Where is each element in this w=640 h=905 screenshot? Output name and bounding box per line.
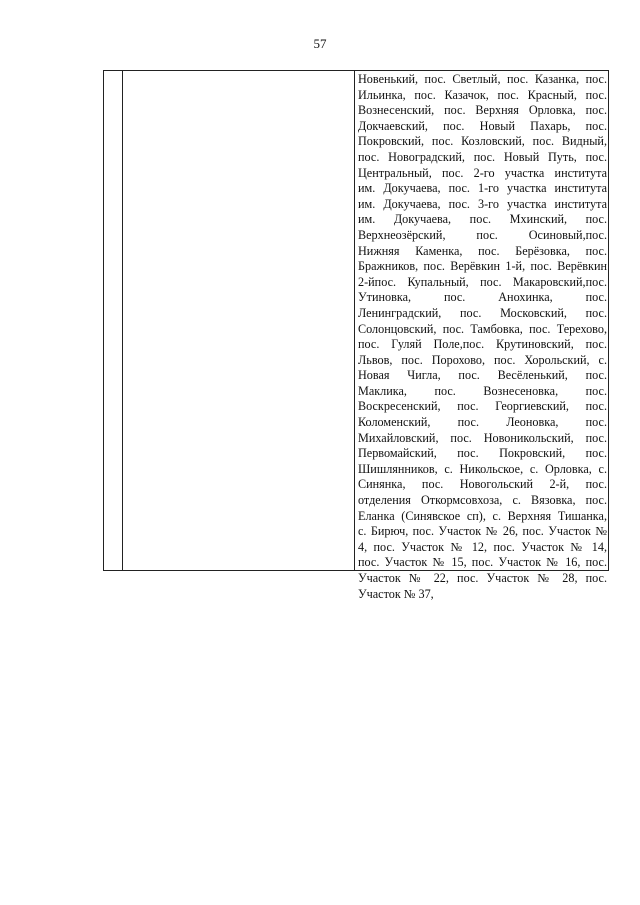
text-line: Нижняя Каменка, пос. Берёзовка, пос.	[358, 243, 607, 258]
text-line: Шишлянников, с. Никольское, с. Орловка, с.	[358, 461, 607, 476]
page-number: 57	[313, 36, 327, 51]
settlements-table	[103, 70, 609, 601]
text-line: Бражников, пос. Верёвкин 1-й, пос. Верёвкин	[358, 259, 607, 274]
text-line: Михайловский, пос. Новоникольский, пос.	[358, 430, 607, 445]
text-line: пос. Участок № 15, пос. Участок № 16, пос.	[358, 555, 607, 570]
text-line: им. Докучаева, пос. 1-го участка института	[358, 181, 607, 196]
text-line: Утиновка, пос. Анохинка, пос.	[358, 290, 607, 305]
text-line: Солонцовский, пос. Тамбовка, пос. Терехово,	[358, 321, 607, 336]
text-line: отделения Откормсовхоза, с. Вязовка, пос.	[358, 493, 607, 508]
text-line: Ленинградский, пос. Московский, пос.	[358, 305, 607, 320]
text-line: Воскресенский, пос. Георгиевский, пос.	[358, 399, 607, 414]
text-line: им. Докучаева, пос. 3-го участка института	[358, 196, 607, 211]
text-line: Новенький, пос. Светлый, пос. Казанка, пос.	[358, 72, 607, 86]
text-line: Новая Чигла, пос. Весёленький, пос.	[358, 368, 607, 383]
text-line: Покровский, пос. Козловский, пос. Видный,	[358, 134, 607, 149]
text-line: с. Бирюч, пос. Участок № 26, пос. Участок №	[358, 524, 607, 539]
text-line: Еланка (Синявское сп), с. Верхняя Тишанка,	[358, 508, 607, 523]
text-line: Ильинка, пос. Казачок, пос. Красный, пос.	[358, 87, 607, 102]
settlements-list-cell	[355, 71, 608, 602]
text-line: Центральный, пос. 2-го участка института	[358, 165, 607, 180]
text-line: Синянка, пос. Новогольский 2-й, пос.	[358, 477, 607, 492]
text-line: 4, пос. Участок № 12, пос. Участок № 14,	[358, 539, 607, 554]
table-column-divider	[122, 71, 123, 570]
text-line: Львов, пос. Порохово, пос. Хорольский, с.	[358, 352, 607, 367]
text-line: Маклика, пос. Вознесеновка, пос.	[358, 383, 607, 398]
text-line: Участок № 37,	[358, 586, 434, 601]
text-line: Докчаевский, пос. Новый Пахарь, пос.	[358, 118, 607, 133]
text-line: пос. Гуляй Поле,пос. Крутиновский, пос.	[358, 337, 607, 352]
text-line: Вознесенский, пос. Верхняя Орловка, пос.	[358, 103, 607, 118]
text-line: им. Докучаева, пос. Мхинский, пос.	[358, 212, 607, 227]
text-line: 2-йпос. Купальный, пос. Макаровский,пос.	[358, 274, 607, 289]
text-line: Первомайский, пос. Покровский, пос.	[358, 446, 607, 461]
text-line: Коломенский, пос. Леоновка, пос.	[358, 415, 607, 430]
text-line: Верхнеозёрский, пос. Осиновый,пос.	[358, 227, 607, 242]
text-line: пос. Новоградский, пос. Новый Путь, пос.	[358, 149, 607, 164]
text-line: Участок № 22, пос. Участок № 28, пос.	[358, 571, 607, 585]
